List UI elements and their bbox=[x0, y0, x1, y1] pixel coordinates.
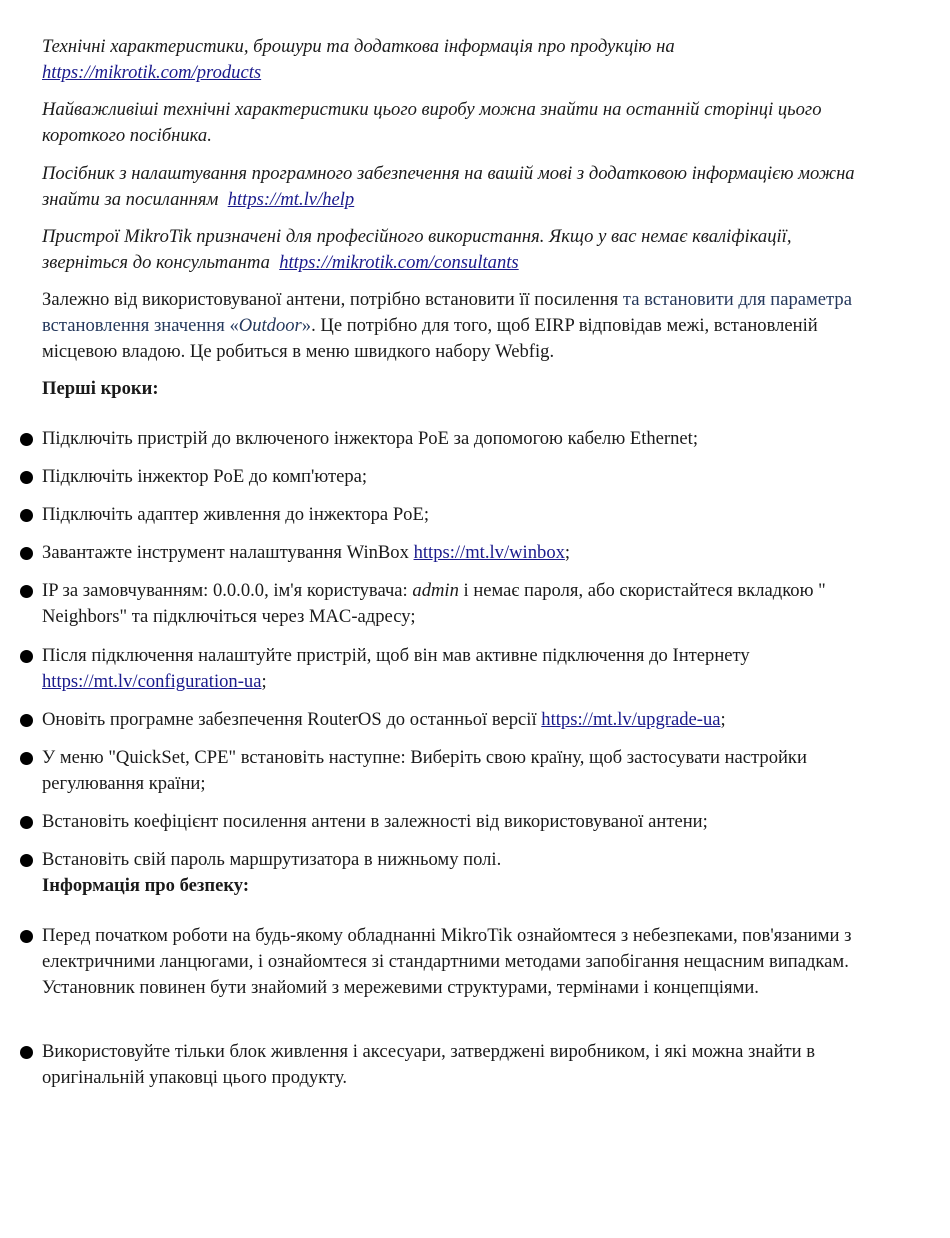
upgrade-link[interactable]: https://mt.lv/upgrade-ua bbox=[541, 709, 721, 730]
safety-heading: Інформація про безпеку: bbox=[42, 875, 250, 896]
bullet-icon bbox=[20, 471, 33, 484]
list-item: Встановіть коефіцієнт посилення антени в залежності від використовуваної антени; bbox=[42, 809, 872, 835]
bullet-icon bbox=[20, 585, 33, 598]
outdoor-value: Outdoor bbox=[238, 315, 302, 336]
specs-paragraph bbox=[42, 97, 872, 149]
list-item: Підключіть адаптер живлення до інжектора PoE; bbox=[42, 502, 872, 528]
bullet-icon bbox=[20, 433, 33, 446]
list-item: Підключіть пристрій до включеного інжектора PoE за допомогою кабелю Ethernet; bbox=[42, 426, 872, 452]
configuration-link[interactable]: https://mt.lv/configuration-ua bbox=[42, 671, 262, 692]
antenna-highlight-close: » bbox=[301, 315, 312, 336]
help-link[interactable]: https://mt.lv/help bbox=[227, 189, 355, 210]
winbox-link[interactable]: https://mt.lv/winbox bbox=[413, 542, 565, 563]
list-item: Використовуйте тільки блок живлення і аксесуари, затверджені виробником, і які можна знайти в оригінальній упаковці цього продукту. bbox=[42, 1039, 872, 1091]
consultants-paragraph bbox=[42, 224, 872, 276]
bullet-icon bbox=[20, 547, 33, 560]
list-item: Завантажте інструмент налаштування WinBox https://mt.lv/winbox; bbox=[42, 540, 872, 566]
list-item: У меню "QuickSet, CPE" встановіть наступне: Виберіть свою країну, щоб застосувати настройки регулювання країни; bbox=[42, 745, 872, 797]
help-paragraph bbox=[42, 161, 872, 213]
help-text: Посібник з налаштування програмного забезпечення на вашій мові з додатковою інформацією можна знайти за посиланням bbox=[42, 163, 855, 210]
default-username: admin bbox=[412, 580, 459, 601]
list-item: IP за замовчуванням: 0.0.0.0, ім'я користувача: admin і немає пароля, або скористайтеся вкладкою " Neighbors" та підключіться через MAC-адресу; bbox=[42, 578, 872, 630]
consultants-text: Пристрої MikroTik призначені для професійного використання. Якщо у вас немає кваліфікації, зверніться до консультанта bbox=[42, 226, 792, 273]
products-paragraph bbox=[42, 34, 872, 86]
products-link[interactable]: https://mikrotik.com/products bbox=[42, 62, 262, 83]
bullet-icon bbox=[20, 752, 33, 765]
consultants-link[interactable]: https://mikrotik.com/consultants bbox=[279, 252, 519, 273]
list-item: Встановіть свій пароль маршрутизатора в нижньому полі. bbox=[42, 847, 872, 873]
bullet-icon bbox=[20, 650, 33, 663]
first-steps-heading: Перші кроки: bbox=[42, 378, 159, 399]
bullet-icon bbox=[20, 930, 33, 943]
specs-text: Найважливіші технічні характеристики цього виробу можна знайти на останній сторінці цього короткого посібника. bbox=[42, 99, 822, 146]
list-item: Оновіть програмне забезпечення RouterOS до останньої версії https://mt.lv/upgrade-ua; bbox=[42, 707, 872, 733]
products-text: Технічні характеристики, брошури та додаткова інформація про продукцію на bbox=[42, 36, 675, 57]
antenna-text-end: . Це потрібно для того, щоб EIRP відповідав межі, встановленій місцевою владою. Це робиться в меню швидкого набору Webfig. bbox=[42, 315, 818, 362]
bullet-icon bbox=[20, 816, 33, 829]
bullet-icon bbox=[20, 509, 33, 522]
antenna-text-start: Залежно від використовуваної антени, потрібно встановити її посилення bbox=[42, 289, 623, 310]
list-item: Перед початком роботи на будь-якому обладнанні MikroTik ознайомтеся з небезпеками, пов'язаними з електричними ланцюгами, і ознайомтеся зі стандартними методами запобігання нещасним випадкам. Установник повинен бути знайомий з мережевими структурами, термінами і концепціями. bbox=[42, 923, 872, 1001]
bullet-icon bbox=[20, 1046, 33, 1059]
list-item: Після підключення налаштуйте пристрій, щоб він мав активне підключення до Інтернету https://mt.lv/configuration-ua; bbox=[42, 643, 872, 695]
antenna-highlight-text: та встановити для параметра встановлення значення « bbox=[42, 289, 852, 336]
list-item: Підключіть інжектор PoE до комп'ютера; bbox=[42, 464, 872, 490]
bullet-icon bbox=[20, 714, 33, 727]
antenna-paragraph bbox=[42, 287, 872, 365]
bullet-icon bbox=[20, 854, 33, 867]
